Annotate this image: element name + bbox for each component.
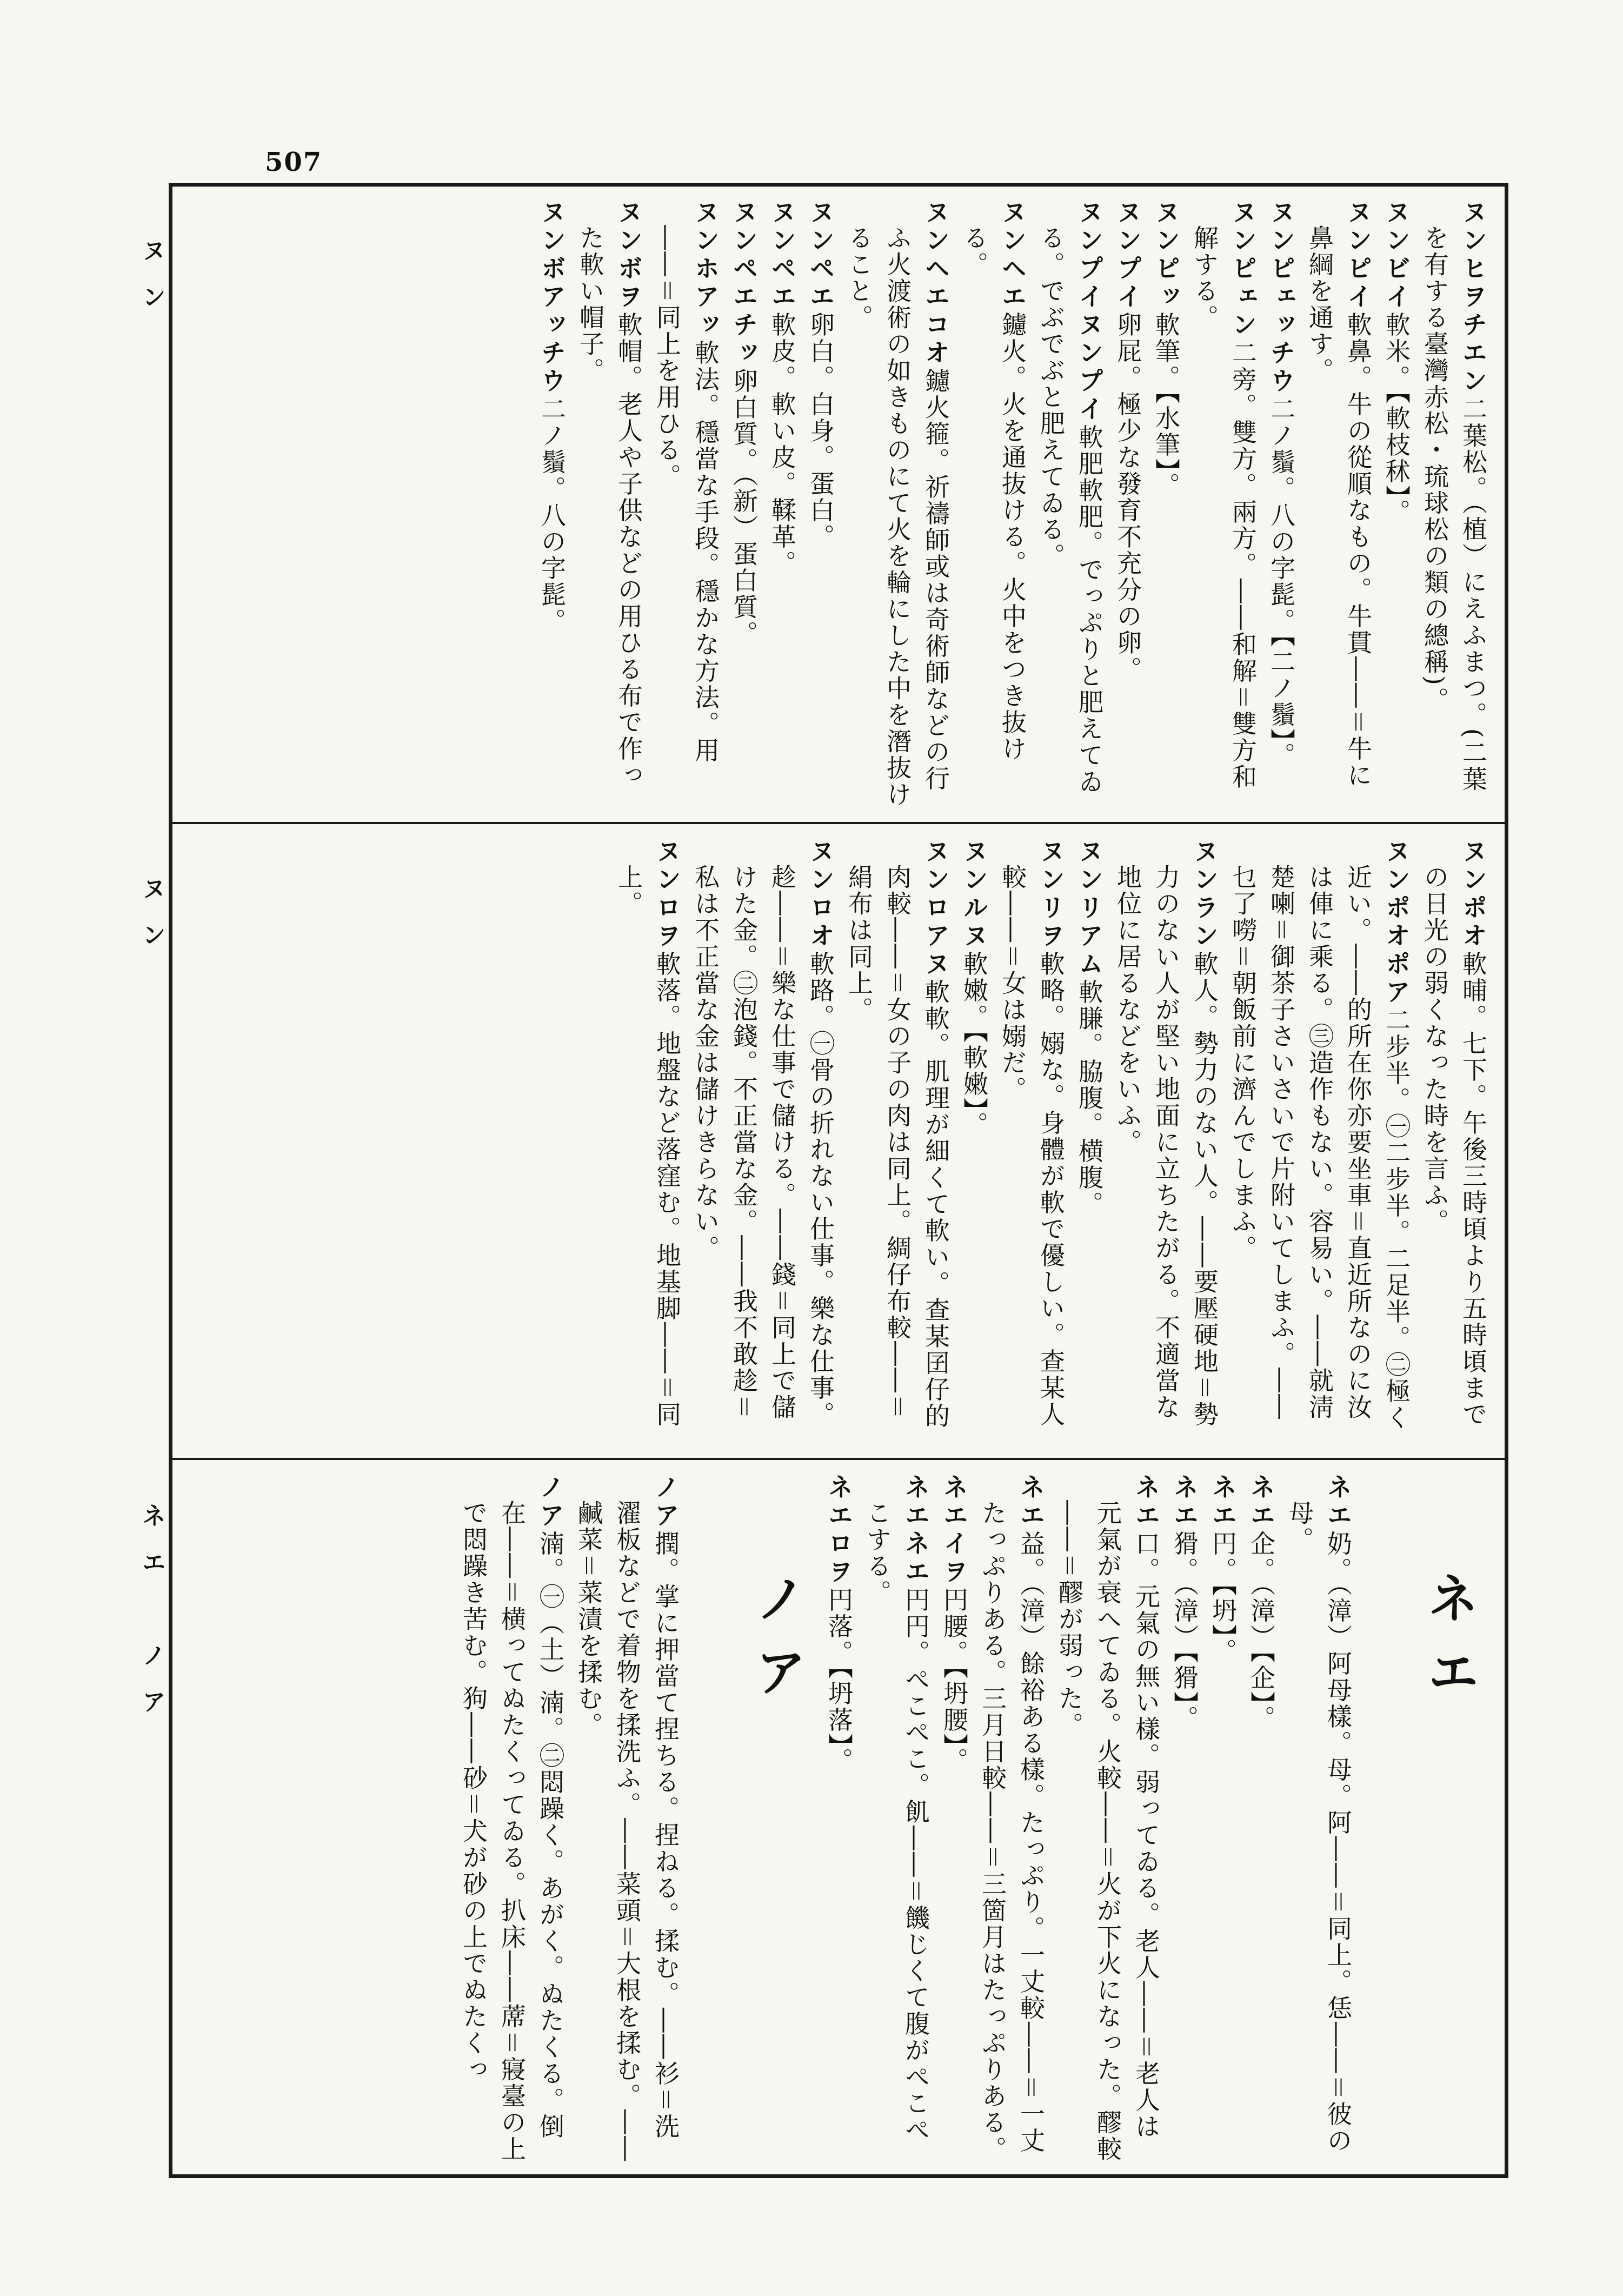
dictionary-entry [840,199,955,810]
entry-definition: 二葉松。（植）にえふまつ。(二葉を有する臺灣赤松・琉球松の類の總稱)。 [1420,225,1488,793]
entry-headword: ヌンルヌ [960,838,989,951]
dictionary-entry [1223,838,1415,1446]
entry-headword: ネエ [1247,1474,1276,1530]
dictionary-entry [533,199,571,810]
dictionary-entry [1032,199,1108,810]
dictionary-entry [1262,199,1300,810]
dictionary-entry [763,199,801,810]
entry-definition: 二旁。雙方。兩方。――和解＝雙方和解する。 [1190,225,1258,791]
entry-headword: ヌンペエチッ [729,199,759,368]
entry-definition: 軟嫩。【軟嫩】。 [960,951,989,1138]
entry-definition: 円円。ぺこぺこ。飢――＝饑じくて腹がぺこぺこする。 [863,1500,930,2144]
entry-definition: 軟帽。老人や子供などの用ひる布で作った軟い帽子。 [576,225,643,789]
entry-definition: 口。元氣の無い樣。弱ってゐる。老人――＝老人は元氣が衰へてゐる。火較――＝火が下火になった。醪較――＝醪が弱った。 [1055,1500,1161,2163]
entry-headword: ヌンピイ [1343,199,1373,311]
entry-definition: 軟膁。脇腹。横腹。 [1075,979,1104,1218]
entry-headword: ネエロヲ [824,1474,854,1587]
entry-definition: 軟米。【軟枝秫】。 [1382,311,1411,526]
dictionary-entry [1070,838,1108,1446]
entry-definition: 円落。【坍落】。 [824,1587,854,1774]
entry-definition: 軟晡。七下。午後三時頃より五時頃までの日光の弱くなった時を言ふ。 [1420,864,1488,1428]
dictionary-entry [973,1474,1050,2164]
entry-definition: 二ノ鬚。八の字髭。 [537,396,567,635]
dictionary-entry [993,838,1070,1446]
section-head-char: ネエ [1419,1571,1480,1718]
entry-headword: ヌンボアッチウ [537,199,567,396]
entry-definition: 卵白質。（新）蛋白質。 [729,368,759,647]
dictionary-entry [820,1474,858,2164]
entry-definition: 軟鼻。牛の從順なもの。牛貫――＝牛に鼻綱を通す。 [1305,225,1373,789]
dictionary-entry [454,1474,569,2164]
dictionary-entry [609,838,686,1446]
dictionary-entry [1165,1474,1203,2164]
entry-headword: ヌンホアッ [691,199,720,340]
entry-definition: 軟略。嫋な。身體が軟で優しい。查某人較――＝女は嫋だ。 [998,864,1066,1428]
margin-label-bottom: ネエ ノア [138,1503,165,1736]
section-head-char: ノア [747,1571,808,1718]
dictionary-entry [648,199,724,810]
entry-headword: ヌンヘエコオ [921,199,950,368]
dictionary-entry [1377,199,1415,810]
entry-definition: 円。【坍】。 [1208,1530,1238,1665]
dictionary-entry [1300,199,1377,810]
entry-headword: ヌンポオポア [1382,838,1411,1007]
dictionary-entry [686,838,840,1446]
dictionary-entry [1108,838,1223,1446]
entry-headword: ヌンロアヌ [921,838,950,979]
entry-headword: ヌンヘエ [998,199,1027,311]
entry-definition: 円腰。【坍腰】。 [940,1587,969,1774]
entry-definition: 撋。掌に押當て捏ちる。捏ねる。揉む。――衫＝洗濯板などで着物を揉洗ふ。――菜頭＝大根を揉む。――鹹菜＝菜漬を揉む。 [574,1500,680,2163]
entry-headword: ネエ [1016,1474,1046,1530]
entry-headword: ヌンペエ [806,199,835,311]
dictionary-entry [1280,1474,1357,2164]
entry-headword: ネエネエ [901,1474,930,1587]
dictionary-entry [955,199,1032,810]
entry-headword: ヌンリヲ [1036,838,1066,951]
entry-definition: 軟筆。【水筆】。 [1152,311,1181,499]
dictionary-entry [955,838,993,1446]
entry-definition: 奶。（漳）阿母樣。母。阿――＝同上。恁――＝彼の母。 [1285,1500,1353,2154]
entry-headword: ネエ [1170,1474,1199,1530]
entry-headword: ネエ [1132,1474,1161,1530]
dictionary-entry [1242,1474,1280,2164]
dictionary-section-top [184,199,1492,810]
entry-headword: ヌンリアム [1075,838,1104,979]
entry-definition: 軟軟。肌理が細くて軟い。查某囝仔的肉較――＝女の子の肉は同上。綢仔布較――＝絹布は同上。 [844,864,950,1430]
entry-headword: ネエイヲ [940,1474,969,1587]
entry-definition: 軟法。穩當な手段。穩かな方法。用――＝同上を用ひる。 [653,225,720,764]
entry-definition: 二步半。㊀二步半。二足半。㊁極く近い。――的所在你亦要坐車＝直近所なのに汝は俥に乘る。㊂造作もない。容易い。――就淸楚喇＝御茶子さいさいで片附いてしまふ。――乜了嘮＝朝飯前に濟んでしまふ。 [1228,864,1411,1431]
dictionary-section-bottom [184,1474,1492,2164]
entry-headword: ヌンピェン [1228,199,1258,340]
entry-headword: ヌンペエ [768,199,797,311]
divider-top [169,822,1508,824]
entry-definition: 卵屁。極少な發育不充分の卵。 [1113,311,1142,683]
dictionary-entry [935,1474,973,2164]
margin-label-middle: ヌン [138,876,165,969]
dictionary-entry [571,199,648,810]
dictionary-entry [1147,199,1185,810]
entry-headword: ヌンポオ [1459,838,1488,951]
dictionary-section-middle [184,838,1492,1446]
entry-definition: 二ノ鬚。八の字髭。【二ノ鬚】。 [1267,396,1296,769]
divider-bottom [169,1458,1508,1460]
entry-headword: ノア [651,1474,680,1530]
dictionary-entry [840,838,955,1446]
entry-headword: ヌンラン [1190,838,1219,951]
entry-headword: ノア [536,1474,565,1530]
entry-headword: ネエ [1323,1474,1353,1530]
dictionary-entry [1108,199,1147,810]
dictionary-entry [1415,199,1492,810]
entry-headword: ヌンボヲ [614,199,643,311]
entry-definition: 軟人。勢力のない人。――要壓硬地＝勢力のない人が堅い地面に立ちたがる。不適當な地位に居るなどをいふ。 [1113,864,1219,1428]
entry-headword: ネエ [1208,1474,1238,1530]
dictionary-entry [1203,1474,1242,2164]
dictionary-entry [569,1474,684,2164]
entry-definition: 猾。（漳）【猾】。 [1170,1530,1199,1732]
entry-definition: 軟路。㊀骨の折れない仕事。樂な仕事。趁――＝樂な仕事で儲ける。――錢＝同上で儲けた金。㊁泡錢。不正當な金。――我不敢趁＝私は不正當な金は儲けきらない。 [691,864,835,1428]
entry-headword: ヌンロオ [806,838,835,951]
dictionary-entry [724,199,763,810]
entry-definition: 鑢火箍。祈禱師或は奇術師などの行ふ火渡術の如きものにて火を輪にした中を潛抜けること。 [844,225,950,808]
entry-headword: ヌンピェッチウ [1267,199,1296,396]
entry-definition: 益。（漳）餘裕ある樣。たっぷり。一丈較――＝一丈たっぷりある。三月日較――＝三箇月はたっぷりある。 [978,1500,1046,2163]
entry-definition: 湳。㊀（土）湳。㊁悶躁く。あがく。ぬたくる。倒在――＝横ってぬたくってゐる。扒床――蓆＝寢臺の上で悶躁き苦む。狗――砂＝犬が砂の上でぬたくっ [459,1500,565,2163]
entry-definition: 卵白。白身。蛋白。 [806,311,835,550]
dictionary-entry [858,1474,935,2164]
entry-headword: ヌンヒヲチエン [1459,199,1488,396]
entry-definition: 企。（漳）【企】。 [1247,1530,1276,1732]
entry-headword: ヌンプイ [1113,199,1142,311]
dictionary-entry [801,199,840,810]
entry-definition: 軟皮。軟い皮。鞣革。 [768,311,797,577]
entry-definition: 軟肥軟肥。でっぷりと肥えてゐる。でぶでぶと肥えてゐる。 [1036,225,1104,795]
entry-headword: ヌンプイヌンプイ [1075,199,1104,424]
dictionary-entry [1185,199,1262,810]
entry-definition: 軟落。地盤など落窪む。地基脚――＝同上。 [614,864,682,1428]
dictionary-entry [1415,838,1492,1446]
dictionary-entry [1050,1474,1165,2164]
entry-headword: ヌンロヲ [653,838,682,951]
entry-headword: ヌンビイ [1382,199,1411,311]
entry-definition: 鑢火。火を通抜ける。火中をつき抜ける。 [960,225,1027,762]
entry-headword: ヌンピッ [1152,199,1181,311]
page-number: 507 [265,147,323,177]
margin-label-top: ヌン [138,238,165,331]
